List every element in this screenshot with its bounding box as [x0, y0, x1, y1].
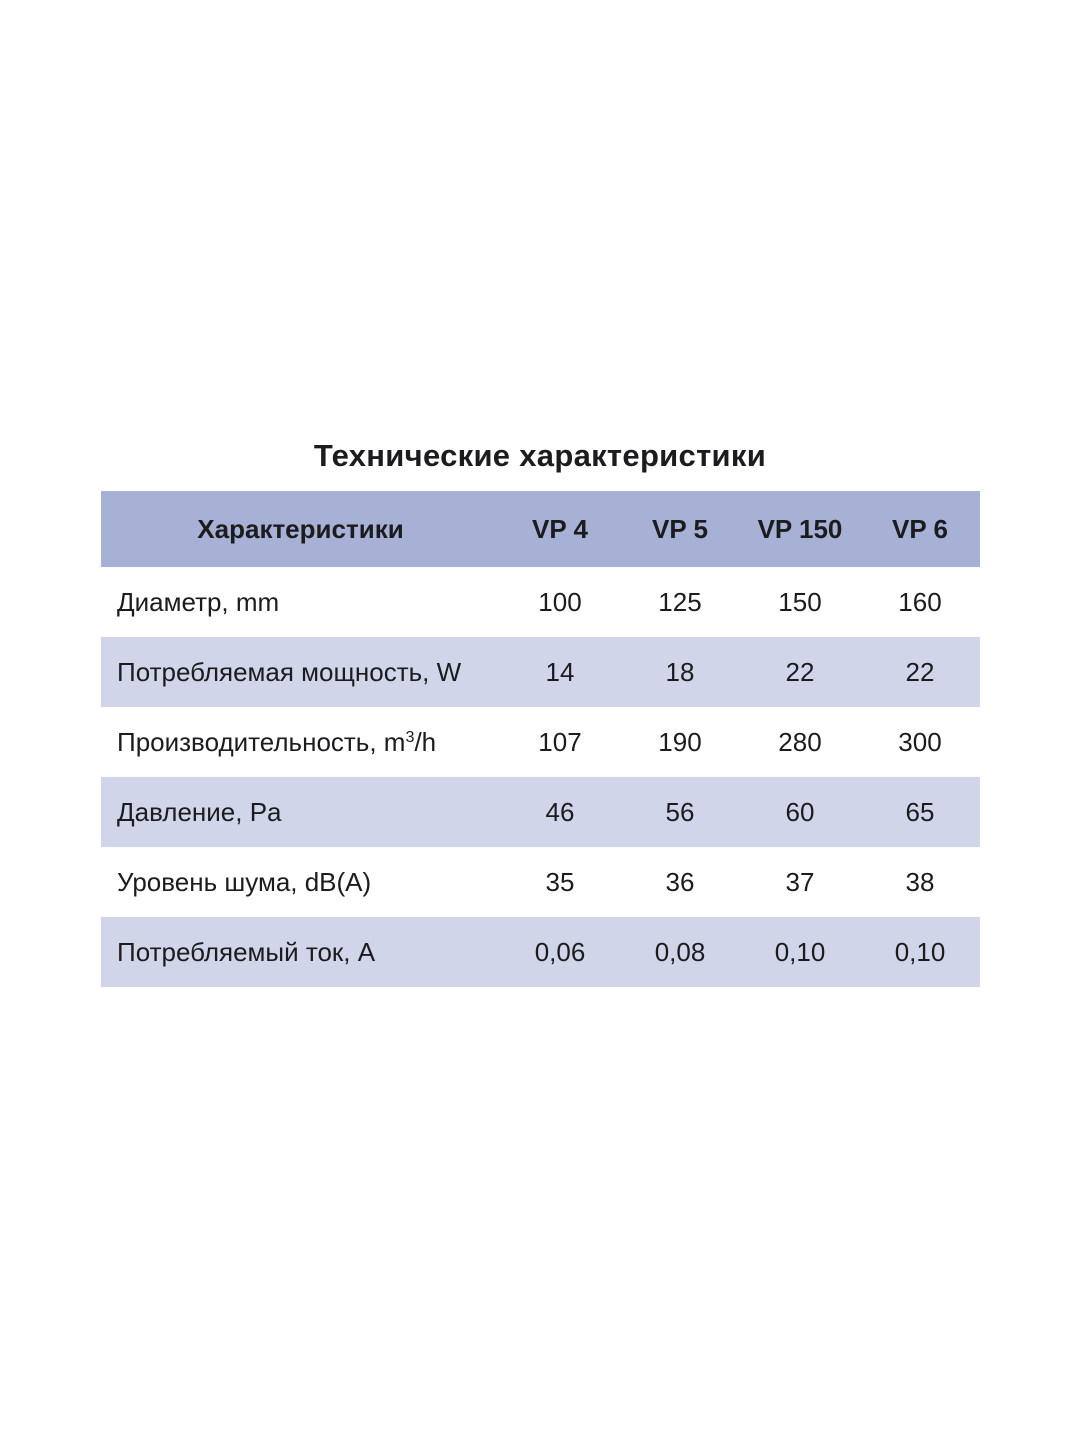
table-row-current — [101, 917, 980, 987]
superscript-3: 3 — [405, 727, 415, 746]
cell-value: 0,06 — [534, 936, 586, 967]
row-label: Уровень шума, dB(A) — [117, 866, 372, 897]
row-label: Потребляемая мощность, W — [117, 656, 462, 687]
cell-value: 125 — [658, 586, 702, 617]
cell-value: 150 — [778, 586, 822, 617]
cell-value: 107 — [538, 726, 582, 757]
cell-value: 160 — [898, 586, 942, 617]
specs-table — [101, 491, 980, 987]
page-title: Технические характеристики — [313, 438, 767, 473]
table-row-noise — [101, 847, 980, 917]
cell-value: 38 — [905, 866, 935, 897]
column-header-vp6: VP 6 — [892, 513, 948, 544]
cell-value: 22 — [905, 656, 935, 687]
cell-value: 0,10 — [774, 936, 826, 967]
cell-value: 280 — [778, 726, 822, 757]
column-header-characteristics: Характеристики — [197, 513, 404, 544]
cell-value: 22 — [785, 656, 815, 687]
cell-value: 56 — [665, 796, 695, 827]
cell-value: 190 — [658, 726, 702, 757]
table-header-row — [101, 491, 980, 567]
row-label-prefix: Производительность, m — [117, 726, 406, 757]
cell-value: 0,10 — [894, 936, 946, 967]
row-label: Диаметр, mm — [117, 586, 280, 617]
cell-value: 60 — [785, 796, 815, 827]
column-header-vp5: VP 5 — [652, 513, 708, 544]
cell-value: 300 — [898, 726, 942, 757]
table-row-power — [101, 637, 980, 707]
cell-value: 14 — [545, 656, 575, 687]
table-row-pressure — [101, 777, 980, 847]
cell-value: 100 — [538, 586, 582, 617]
table-row-diameter — [101, 567, 980, 637]
row-label: Потребляемый ток, A — [117, 936, 376, 967]
column-header-vp4: VP 4 — [532, 513, 588, 544]
cell-value: 35 — [545, 866, 575, 897]
cell-value: 0,08 — [654, 936, 706, 967]
cell-value: 36 — [665, 866, 695, 897]
column-header-vp150: VP 150 — [757, 513, 843, 544]
row-label-suffix: /h — [414, 726, 437, 757]
table-row-airflow — [101, 707, 980, 777]
cell-value: 37 — [785, 866, 815, 897]
row-label: Давление, Pa — [117, 796, 282, 827]
cell-value: 46 — [545, 796, 575, 827]
cell-value: 65 — [905, 796, 935, 827]
cell-value: 18 — [665, 656, 695, 687]
row-label — [101, 727, 500, 758]
